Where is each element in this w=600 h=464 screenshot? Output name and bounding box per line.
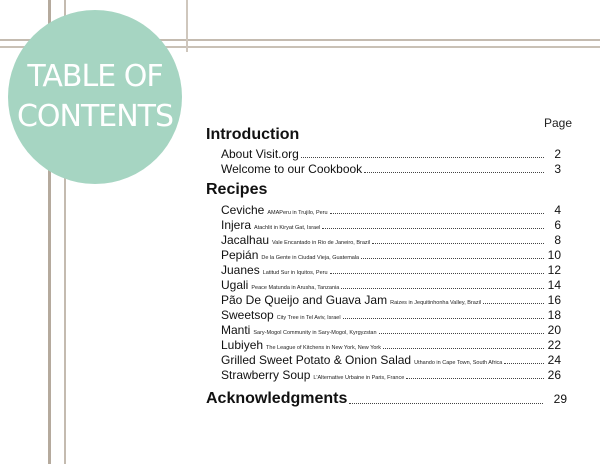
entry-title: Ugali xyxy=(221,278,249,292)
entry-page: 16 xyxy=(547,293,561,307)
entry-title: Sweetsop xyxy=(221,308,274,322)
decorative-vertical-line xyxy=(186,0,188,52)
section-heading-introduction: Introduction xyxy=(206,126,300,143)
dot-leader xyxy=(483,302,544,304)
toc-entry[interactable] xyxy=(221,246,561,262)
entry-page: 12 xyxy=(547,263,561,277)
dot-leader xyxy=(330,212,544,214)
entry-subtitle: Peace Matunda in Arusha, Tanzania xyxy=(251,285,340,291)
toc-entry[interactable] xyxy=(221,306,561,322)
toc-entry[interactable] xyxy=(221,321,561,337)
entry-title: Lubiyeh xyxy=(221,338,264,352)
toc-entry[interactable] xyxy=(221,145,561,161)
toc-entry[interactable] xyxy=(221,201,561,217)
entry-subtitle: The League of Kitchens in New York, New York xyxy=(266,345,382,351)
dot-leader xyxy=(379,332,544,334)
entry-subtitle: De la Gente in Ciudad Vieja, Guatemala xyxy=(261,255,360,261)
entry-page: 26 xyxy=(547,368,561,382)
entry-subtitle: Vale Encantado in Rio de Janeiro, Brazil xyxy=(272,240,371,246)
entry-title: Jacalhau xyxy=(221,233,270,247)
entry-page: 10 xyxy=(547,248,561,262)
section-heading-recipes: Recipes xyxy=(206,181,268,198)
dot-leader xyxy=(349,402,543,404)
dot-leader xyxy=(341,287,544,289)
dot-leader xyxy=(322,227,544,229)
dot-leader xyxy=(343,317,544,319)
entry-title: Grilled Sweet Potato & Onion Salad xyxy=(221,353,412,367)
entry-title: Ceviche xyxy=(221,203,265,217)
dot-leader xyxy=(330,272,544,274)
entry-subtitle: Uthando in Cape Town, South Africa xyxy=(414,360,503,366)
title-badge xyxy=(8,10,182,184)
toc-entry[interactable] xyxy=(221,261,561,277)
section-heading-acknowledgments: Acknowledgments xyxy=(206,390,348,407)
toc-entry-acknowledgments[interactable] xyxy=(206,388,567,408)
title-line-2: CONTENTS xyxy=(16,99,174,134)
toc-entry[interactable] xyxy=(221,366,561,382)
entry-title: About Visit.org xyxy=(221,147,299,161)
entry-subtitle: City Tree in Tel Aviv, Israel xyxy=(276,315,341,321)
dot-leader xyxy=(504,362,544,364)
dot-leader xyxy=(301,156,544,158)
toc-entry[interactable] xyxy=(221,160,561,176)
entry-title: Manti xyxy=(221,323,251,337)
entry-page: 18 xyxy=(547,308,561,322)
entry-title: Pão De Queijo and Guava Jam xyxy=(221,293,388,307)
entry-subtitle: Sary-Mogol Community in Sary-Mogol, Kyrgyzstan xyxy=(253,330,377,336)
toc-entry[interactable] xyxy=(221,351,561,367)
dot-leader xyxy=(372,242,544,244)
entry-page: 22 xyxy=(547,338,561,352)
entry-page: 2 xyxy=(554,147,561,161)
entry-page: 24 xyxy=(547,353,561,367)
entry-title: Pepián xyxy=(221,248,259,262)
entry-page: 29 xyxy=(553,392,567,406)
entry-subtitle: AMAPeru in Trujilo, Peru xyxy=(267,210,328,216)
title-line-1: TABLE OF xyxy=(27,59,163,94)
dot-leader xyxy=(406,377,544,379)
entry-title: Juanes xyxy=(221,263,260,277)
entry-title: Injera xyxy=(221,218,252,232)
toc-entry[interactable] xyxy=(221,336,561,352)
toc-entry[interactable] xyxy=(221,231,561,247)
entry-subtitle: Latitud Sur in Iquitos, Peru xyxy=(262,270,328,276)
dot-leader xyxy=(364,171,544,173)
entry-page: 6 xyxy=(554,218,561,232)
entry-page: 4 xyxy=(554,203,561,217)
entry-title: Welcome to our Cookbook xyxy=(221,162,363,176)
entry-page: 20 xyxy=(547,323,561,337)
dot-leader xyxy=(361,257,544,259)
entry-title: Strawberry Soup xyxy=(221,368,311,382)
toc-entry[interactable] xyxy=(221,291,561,307)
toc-entry[interactable] xyxy=(221,276,561,292)
entry-subtitle: L'Alternative Urbaine in Paris, France xyxy=(313,375,405,381)
page-column-header: Page xyxy=(544,116,573,130)
entry-subtitle: Atachlit in Kiryat Gat, Israel xyxy=(254,225,321,231)
dot-leader xyxy=(383,347,544,349)
entry-subtitle: Raizes in Jequitinhonha Valley, Brazil xyxy=(390,300,482,306)
entry-page: 8 xyxy=(554,233,561,247)
entry-page: 3 xyxy=(554,162,561,176)
entry-page: 14 xyxy=(547,278,561,292)
toc-entry[interactable] xyxy=(221,216,561,232)
